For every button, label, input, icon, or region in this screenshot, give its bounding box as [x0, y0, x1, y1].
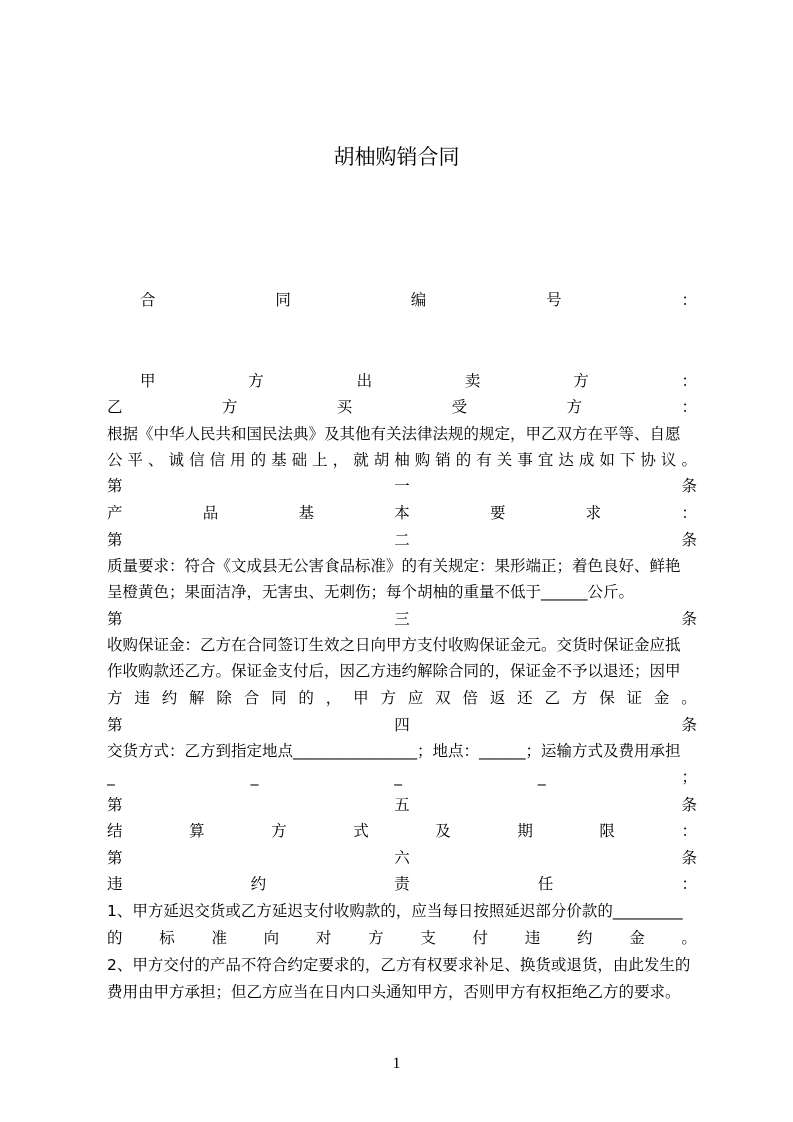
- text-token: 乙: [107, 398, 123, 416]
- text-token: 算: [189, 822, 205, 840]
- text-token: 条: [681, 796, 697, 814]
- text-token: 出: [356, 372, 373, 390]
- text-token: 方: [271, 822, 287, 840]
- text-token: 违: [107, 875, 123, 893]
- text-token: 还: [517, 689, 533, 707]
- text-line: [107, 606, 697, 632]
- text-token: 方: [573, 372, 589, 390]
- text-token: 准: [211, 929, 227, 947]
- text-token: 合: [243, 689, 260, 707]
- text-line: 1、甲方延迟交货或乙方延迟支付收购款的，应当每日按照延迟部分价款的_________: [107, 902, 683, 920]
- text-token: 如: [599, 451, 615, 469]
- text-token: 二: [394, 531, 410, 549]
- text-token: 成: [578, 451, 595, 469]
- text-token: 达: [558, 451, 574, 469]
- text-line: 交货方式：乙方到指定地点________________；地点：______；运输方式及费用承担: [107, 742, 681, 760]
- text-token: 方: [107, 689, 123, 707]
- text-token: 违: [134, 689, 150, 707]
- text-token: 第: [107, 796, 123, 814]
- text-token: 购: [414, 451, 431, 469]
- text-token: 应: [407, 689, 424, 707]
- text-token: ：: [681, 504, 697, 522]
- text-token: 责: [394, 875, 410, 893]
- text-token: _: [394, 768, 402, 786]
- text-token: 甲: [353, 689, 369, 707]
- text-token: 证: [626, 689, 643, 707]
- text-line: [107, 845, 697, 871]
- text-token: 方: [566, 398, 583, 416]
- text-token: 向: [263, 929, 280, 947]
- text-token: 支: [420, 929, 436, 947]
- text-token: 买: [336, 398, 353, 416]
- text-token: ；: [681, 768, 697, 786]
- text-token: 的: [107, 929, 123, 947]
- text-line: [107, 712, 697, 738]
- text-token: 本: [394, 504, 410, 522]
- text-token: 方: [571, 689, 588, 707]
- text-line: [107, 871, 697, 897]
- text-token: 条: [681, 849, 697, 867]
- text-token: 销: [435, 451, 451, 469]
- text-line: 根据《中华人民共和国民法典》及其他有关法律法规的规定，甲乙双方在平等、自愿: [107, 425, 681, 443]
- text-line: [107, 685, 697, 711]
- text-token: ：: [681, 372, 697, 390]
- text-line: 费用由甲方承担；但乙方应当在日内口头通知甲方，否则甲方有权拒绝乙方的要求。: [107, 983, 681, 1001]
- text-token: 金: [629, 929, 645, 947]
- text-token: 条: [681, 531, 697, 549]
- text-token: 第: [107, 716, 123, 734]
- text-token: ，: [325, 689, 342, 707]
- text-token: 同: [275, 291, 291, 309]
- text-token: 。: [681, 929, 697, 947]
- text-line: 作收购款还乙方。保证金支付后，因乙方违约解除合同的，保证金不予以退还；因甲: [107, 662, 681, 680]
- text-token: 要: [489, 504, 506, 522]
- text-token: 条: [681, 477, 697, 495]
- text-token: ：: [681, 875, 697, 893]
- text-token: 同: [271, 689, 287, 707]
- text-token: 三: [394, 610, 410, 628]
- text-token: 诚: [168, 451, 185, 469]
- text-line: 质量要求：符合《文成县无公害食品标准》的有关规定：果形端正；着色良好、鲜艳: [107, 557, 681, 575]
- text-token: 信: [209, 451, 226, 469]
- text-token: 除: [216, 689, 232, 707]
- text-line: 收购保证金：乙方在合同签订生效之日向甲方支付收购保证金元。交货时保证金应抵: [107, 636, 681, 654]
- text-token: 一: [394, 477, 410, 495]
- text-token: 。: [681, 451, 697, 469]
- text-token: 就: [353, 451, 369, 469]
- text-token: ：: [681, 398, 697, 416]
- text-token: 违: [524, 929, 541, 947]
- text-token: 平: [127, 451, 144, 469]
- text-token: 方: [221, 398, 238, 416]
- text-token: 金: [653, 689, 670, 707]
- text-line: [140, 368, 697, 394]
- text-token: 双: [435, 689, 451, 707]
- text-token: 对: [315, 929, 332, 947]
- text-line: [107, 473, 697, 499]
- text-token: 。: [681, 689, 697, 707]
- text-token: 、: [148, 451, 164, 469]
- text-token: 胡: [373, 451, 390, 469]
- text-line: [107, 764, 697, 790]
- text-token: 六: [394, 849, 410, 867]
- text-token: 有: [476, 451, 492, 469]
- text-token: 付: [472, 929, 489, 947]
- text-line: [107, 925, 697, 951]
- text-line: [140, 287, 697, 313]
- text-token: 受: [451, 398, 468, 416]
- text-token: 标: [159, 929, 175, 947]
- text-token: 的: [250, 451, 267, 469]
- text-token: 返: [489, 689, 506, 707]
- text-token: 四: [394, 716, 410, 734]
- text-token: 五: [394, 796, 410, 814]
- text-token: 上: [312, 451, 328, 469]
- text-token: 下: [619, 451, 636, 469]
- text-token: ：: [681, 291, 697, 309]
- text-line: 呈橙黄色；果面洁净，无害虫、无刺伤；每个胡柚的重量不低于______公斤。: [107, 583, 635, 601]
- text-token: 第: [107, 477, 123, 495]
- text-token: 卖: [464, 372, 481, 390]
- text-line: 2、甲方交付的产品不符合约定要求的，乙方有权要求补足、换货或退货，由此发生的: [107, 956, 691, 974]
- text-token: 条: [681, 610, 697, 628]
- text-token: 关: [496, 451, 513, 469]
- text-token: _: [537, 768, 546, 786]
- text-token: _: [250, 768, 259, 786]
- text-token: 方: [380, 689, 396, 707]
- text-token: 解: [189, 689, 205, 707]
- text-token: 结: [107, 822, 123, 840]
- text-token: _: [107, 768, 115, 786]
- text-line: [107, 500, 697, 526]
- text-token: 号: [546, 291, 562, 309]
- text-token: ：: [681, 822, 697, 840]
- text-token: 产: [107, 504, 123, 522]
- text-token: ，: [332, 451, 349, 469]
- text-token: 式: [353, 822, 369, 840]
- text-token: 宜: [537, 451, 554, 469]
- text-token: 甲: [140, 372, 156, 390]
- text-line: [107, 527, 697, 553]
- text-token: 期: [517, 822, 533, 840]
- text-token: 方: [248, 372, 264, 390]
- text-line: [107, 792, 697, 818]
- text-token: 第: [107, 849, 123, 867]
- text-token: 限: [599, 822, 615, 840]
- text-line: [107, 818, 697, 844]
- text-token: 用: [230, 451, 246, 469]
- document-title: 胡柚购销合同: [333, 145, 460, 169]
- text-line: [107, 447, 697, 473]
- text-token: 求: [585, 504, 602, 522]
- text-token: 约: [161, 689, 178, 707]
- text-token: 的: [455, 451, 472, 469]
- text-token: 及: [435, 822, 451, 840]
- text-token: 约: [250, 875, 267, 893]
- text-token: 第: [107, 531, 123, 549]
- text-token: 信: [189, 451, 205, 469]
- text-token: 条: [681, 716, 697, 734]
- text-token: 品: [202, 504, 219, 522]
- text-token: 公: [107, 451, 123, 469]
- text-token: 约: [576, 929, 593, 947]
- text-token: 方: [368, 929, 384, 947]
- text-token: 倍: [462, 689, 478, 707]
- text-token: 保: [599, 689, 615, 707]
- text-line: [107, 394, 697, 420]
- text-token: 基: [298, 504, 314, 522]
- text-token: 编: [410, 291, 427, 309]
- text-token: 协: [640, 451, 656, 469]
- text-token: 乙: [544, 689, 561, 707]
- text-token: 的: [298, 689, 314, 707]
- text-token: 基: [271, 451, 287, 469]
- text-token: 事: [517, 451, 533, 469]
- text-token: 础: [291, 451, 308, 469]
- text-token: 任: [537, 875, 554, 893]
- text-token: 柚: [394, 451, 410, 469]
- page-number: 1: [392, 1055, 401, 1072]
- text-token: 合: [140, 291, 156, 309]
- text-token: 议: [660, 451, 677, 469]
- text-token: 第: [107, 610, 123, 628]
